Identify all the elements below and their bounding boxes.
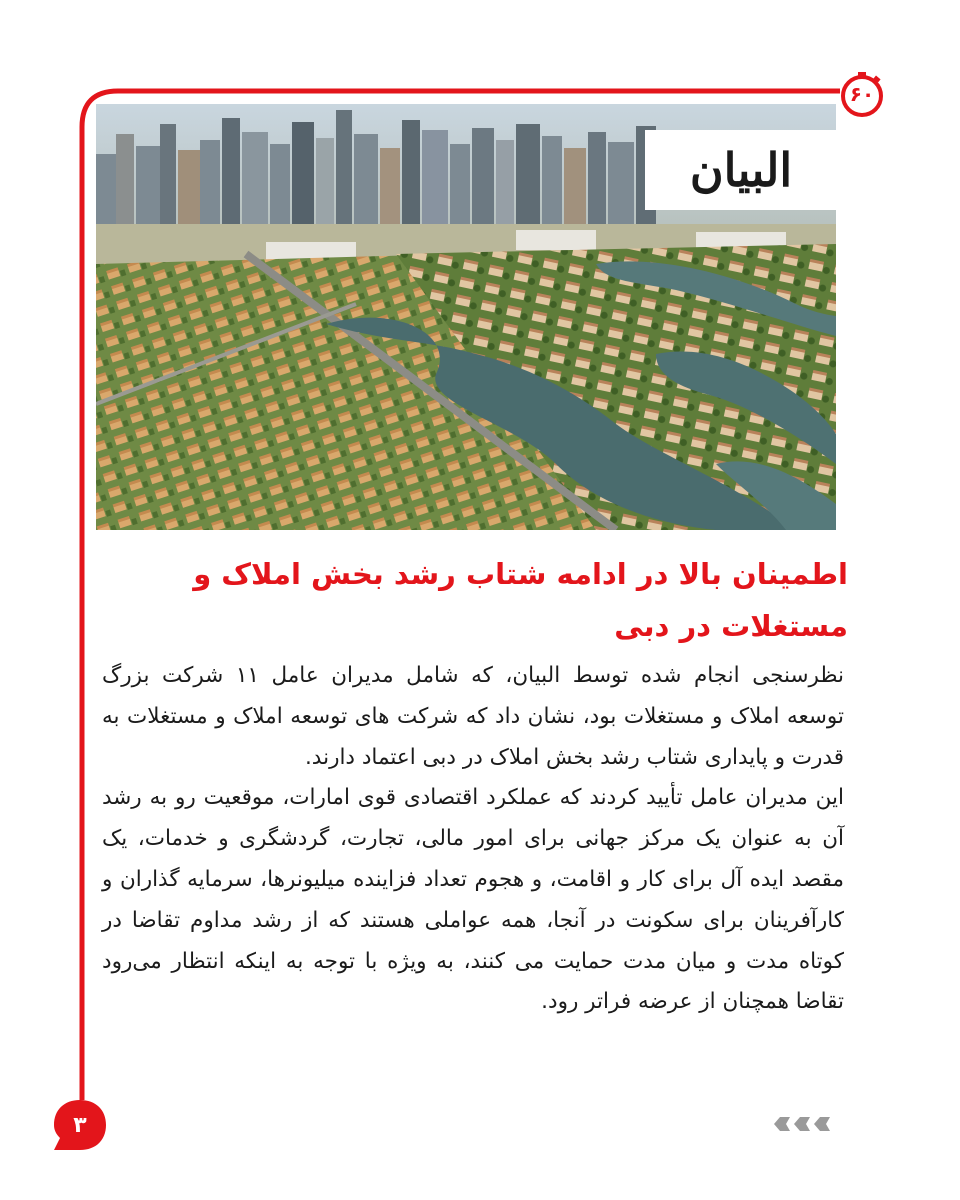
article-paragraph: نظرسنجی انجام شده توسط البیان، که شامل مدیران عامل ۱۱ شرکت بزرگ توسعه املاک و مستغلات بود، نشان داد که شرکت های توسعه املاک و مستغلات به قدرت و پایداری شتاب رشد بخش املاک در دبی اعتماد دارند. [102,663,844,770]
page-number: ۳ [73,1112,87,1138]
issue-number: ۶۰ [849,82,875,106]
article-paragraph: این مدیران عامل تأیید کردند که عملکرد اقتصادی قوی امارات، موقعیت رو به رشد آن به عنوان یک مرکز جهانی برای امور مالی، تجارت، گردشگری و خدمات، یک مقصد ایده آل برای کار و اقامت، و هجوم تعداد فزاینده میلیونرها، سرمایه گذاران و کارآفرینان برای سکونت در آنجا، همه عواملی هستند که از رشد مداوم تقاضا در کوتاه مدت و میان مدت حمایت می کنند، به ویژه با توجه به اینکه انتظار می‌رود تقاضا همچنان از عرضه فراتر رود. [102,785,844,1015]
article-body [102,656,844,1023]
newspaper-logo [645,130,837,210]
three-dots-icon [772,1114,836,1134]
logo-text: البيان [689,143,793,197]
article-headline: اطمینان بالا در ادامه شتاب رشد بخش املاک و مستغلات در دبی [193,557,848,643]
